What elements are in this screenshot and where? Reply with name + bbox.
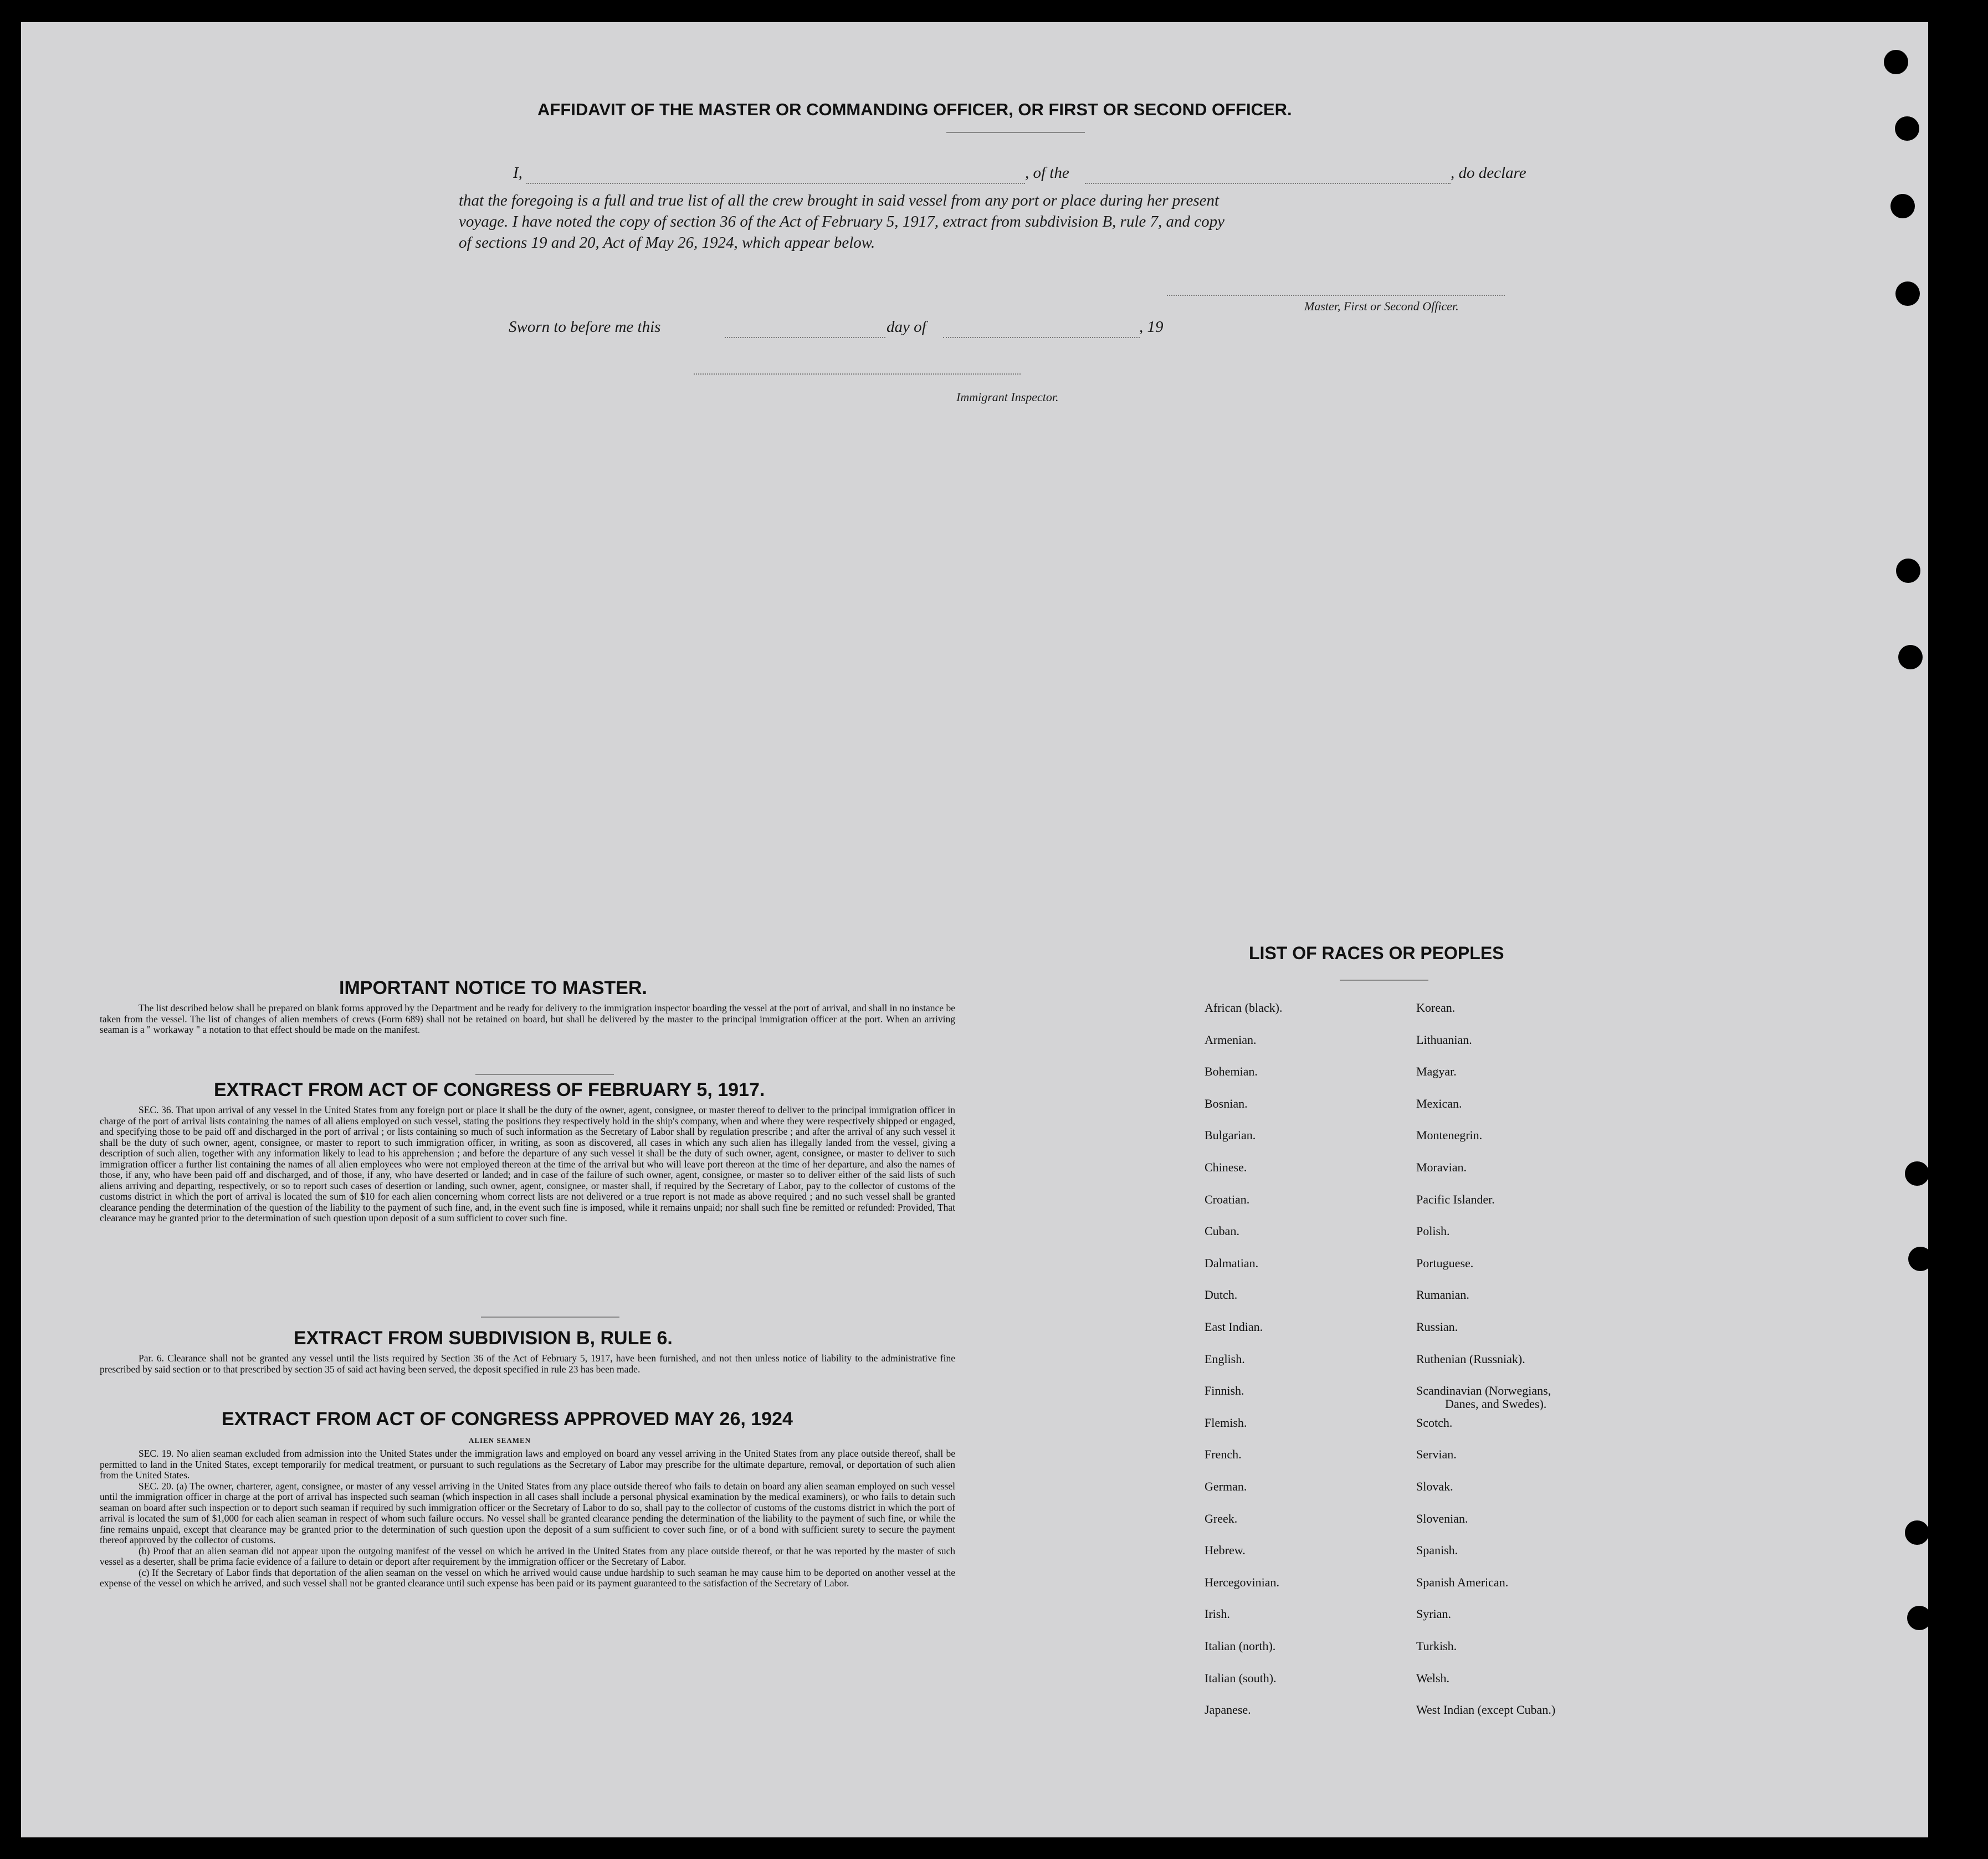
race-item: Cuban. bbox=[1205, 1224, 1239, 1238]
binder-hole bbox=[1908, 1247, 1933, 1271]
race-item: French. bbox=[1205, 1447, 1242, 1462]
race-item: Greek. bbox=[1205, 1511, 1238, 1525]
race-item: Magyar. bbox=[1416, 1064, 1457, 1079]
race-item: English. bbox=[1205, 1351, 1245, 1366]
race-item: Italian (south). bbox=[1205, 1671, 1277, 1685]
race-item: Hebrew. bbox=[1205, 1543, 1246, 1558]
divider bbox=[946, 132, 1085, 133]
race-item: Scandinavian (Norwegians, bbox=[1416, 1384, 1551, 1398]
race-item: Rumanian. bbox=[1416, 1288, 1469, 1302]
inspector-signature-line bbox=[694, 373, 1021, 375]
race-item: Polish. bbox=[1416, 1224, 1450, 1238]
race-item: Korean. bbox=[1416, 1001, 1456, 1015]
race-item: Croatian. bbox=[1205, 1192, 1250, 1206]
sworn-month-blank bbox=[943, 337, 1140, 338]
affidavit-do-declare-label: , do declare bbox=[1451, 164, 1526, 182]
race-item: East Indian. bbox=[1205, 1320, 1263, 1334]
section-36-paragraph: SEC. 36. That upon arrival of any vessel in the United States from any foreign port or place it shall be the duty of the owner, agent, consignee, or master thereof to deliver to the principal immigration officer in charge of the port of arrival lists containing the names of all aliens employed on such vessel, stating the positions they respectively hold in the ship's company, when and where they were respectively shipped or engaged, and specifying those to be paid off and discharged in the port of arrival ; or lists containing so much of such information as the Secretary of Labor shall by regulation prescribe ; and after the arrival of any such vessel it shall be the duty of such owner, agent, consignee, or master to report to such immigration officer, in writing, as soon as discovered, all cases in which any such alien has illegally landed from the vessel, giving a description of such alien, together with any information likely to lead to his apprehension ; and before the departure of any such vessel it shall be the duty of such owner, agent, consignee, or master to deliver to such immigration officer a further list containing the names of all alien employees who were not employed thereon at the time of the arrival but who will leave port thereon at the time of her departure, and also the names of those, if any, who have been paid off and discharged, and of those, if any, who have deserted or landed; and in case of the failure of such owner, agent, consignee, or master so to deliver either of the said lists of such aliens arriving and departing, respectively, or so to report such cases of desertion or landing, such owner, agent, consignee, or master shall, if required by the Secretary of Labor, pay to the collector of customs of the customs district in which the port of arrival is located the sum of $10 for each alien concerning whom correct lists are not delivered or a true report is not made as above required ; and no such vessel shall be granted clearance pending the determination of the question of the liability to the payment of such fine, and, in the event such fine is imposed, while it remains unpaid; nor shall such fine be remitted or refunded: Provided, That clearance may be granted prior to the determination of such question upon deposit of a sum sufficient to cover such fine. bbox=[100, 1104, 955, 1223]
race-item: Hercegovinian. bbox=[1205, 1575, 1279, 1589]
sworn-day-blank bbox=[725, 337, 885, 338]
master-signature-label: Master, First or Second Officer. bbox=[1304, 299, 1459, 313]
divider bbox=[475, 1074, 614, 1075]
section-19-paragraph: SEC. 19. No alien seaman excluded from admission into the United States under the immigration laws and employed on board any vessel arriving in the United States from any place outside thereof, shall be permitted to land in the United States, except temporarily for medical treatment, or pursuant to such regulations as the Secretary of Labor may prescribe for the ultimate departure, removal, or deportation of such alien from the United States. bbox=[100, 1448, 955, 1481]
race-item: Scotch. bbox=[1416, 1415, 1453, 1430]
binder-hole bbox=[1905, 1161, 1929, 1186]
race-item: Turkish. bbox=[1416, 1639, 1457, 1653]
section-20b-paragraph: (b) Proof that an alien seaman did not appear upon the outgoing manifest of the vessel on which he arrived in the United States from any place outside thereof, or that he was reported by the master of such vessel as a deserter, shall be prima facie evidence of a failure to detain or deport after requirement by the immigration officer or the Secretary of Labor. bbox=[100, 1545, 955, 1567]
race-item: Finnish. bbox=[1205, 1384, 1244, 1398]
race-item: Bosnian. bbox=[1205, 1096, 1248, 1110]
race-item: Welsh. bbox=[1416, 1671, 1449, 1685]
extract-1924-text bbox=[100, 1448, 955, 1589]
race-item: Spanish. bbox=[1416, 1543, 1458, 1558]
race-item: Slovenian. bbox=[1416, 1511, 1468, 1525]
day-of-label: day of bbox=[887, 318, 926, 336]
race-item: Servian. bbox=[1416, 1447, 1457, 1462]
race-item: Ruthenian (Russniak). bbox=[1416, 1351, 1525, 1366]
race-item: Lithuanian. bbox=[1416, 1032, 1472, 1047]
extract-1917-title: EXTRACT FROM ACT OF CONGRESS OF FEBRUARY 5, 1917. bbox=[214, 1079, 765, 1100]
race-item: Russian. bbox=[1416, 1320, 1458, 1334]
race-item: Japanese. bbox=[1205, 1703, 1251, 1717]
race-item: Danes, and Swedes). bbox=[1445, 1397, 1547, 1411]
race-item: Irish. bbox=[1205, 1607, 1230, 1621]
binder-hole bbox=[1898, 645, 1923, 669]
notice-title: IMPORTANT NOTICE TO MASTER. bbox=[339, 977, 647, 998]
extract-1924-title: EXTRACT FROM ACT OF CONGRESS APPROVED MAY 26, 1924 bbox=[222, 1409, 793, 1430]
binder-hole bbox=[1905, 1520, 1929, 1545]
divider bbox=[1340, 980, 1428, 981]
races-title: LIST OF RACES OR PEOPLES bbox=[1249, 943, 1504, 963]
race-item: Chinese. bbox=[1205, 1160, 1247, 1174]
race-item: Pacific Islander. bbox=[1416, 1192, 1495, 1206]
vessel-blank-line bbox=[1085, 183, 1451, 184]
race-item: Slovak. bbox=[1416, 1479, 1453, 1493]
race-item: Bohemian. bbox=[1205, 1064, 1258, 1079]
affidavit-i-label: I, bbox=[513, 164, 522, 182]
race-item: Dutch. bbox=[1205, 1288, 1238, 1302]
affidavit-body-line: of sections 19 and 20, Act of May 26, 1924, which appear below. bbox=[459, 234, 875, 252]
affidavit-of-the-label: , of the bbox=[1025, 164, 1069, 182]
binder-hole bbox=[1907, 1606, 1931, 1630]
binder-hole bbox=[1890, 194, 1915, 218]
binder-hole bbox=[1895, 281, 1920, 306]
section-20c-paragraph: (c) If the Secretary of Labor finds that deportation of the alien seaman on the vessel on which he arrived would cause undue hardship to such seaman he may cause him to be deported on another vessel at the expense of the vessel on which he arrived, and such vessel shall not be granted clearance until such expense has been paid or its payment guaranteed to the satisfaction of the Secretary of Labor. bbox=[100, 1566, 955, 1589]
year-label: , 19 bbox=[1139, 318, 1164, 336]
race-item: Flemish. bbox=[1205, 1415, 1247, 1430]
sworn-label: Sworn to before me this bbox=[509, 318, 661, 336]
race-item: Dalmatian. bbox=[1205, 1256, 1259, 1270]
rule-6-title: EXTRACT FROM SUBDIVISION B, RULE 6. bbox=[294, 1328, 673, 1349]
divider bbox=[481, 1317, 619, 1318]
notice-text bbox=[100, 1003, 955, 1036]
race-item: German. bbox=[1205, 1479, 1247, 1493]
race-item: Spanish American. bbox=[1416, 1575, 1509, 1589]
race-item: Italian (north). bbox=[1205, 1639, 1276, 1653]
binder-hole bbox=[1895, 116, 1919, 141]
extract-1917-text bbox=[100, 1105, 955, 1224]
race-item: Bulgarian. bbox=[1205, 1128, 1256, 1143]
race-item: African (black). bbox=[1205, 1001, 1283, 1015]
rule-6-paragraph: Par. 6. Clearance shall not be granted any vessel until the lists required by Section 36 of the Act of February 5, 1917, have been furnished, and not then unless notice of liability to the administrative fine prescribed by said section or to that prescribed by section 35 of said act having been served, the deposit specified in rule 23 has been made. bbox=[100, 1353, 955, 1375]
race-item: Mexican. bbox=[1416, 1096, 1462, 1110]
affidavit-title: AFFIDAVIT OF THE MASTER OR COMMANDING OFFICER, OR FIRST OR SECOND OFFICER. bbox=[537, 100, 1292, 119]
affidavit-body-line: that the foregoing is a full and true list of all the crew brought in said vessel from any port or place during her present bbox=[459, 192, 1220, 209]
extract-1924-subtitle: ALIEN SEAMEN bbox=[469, 1436, 531, 1445]
master-signature-line bbox=[1167, 295, 1505, 296]
race-item: Montenegrin. bbox=[1416, 1128, 1483, 1143]
document-page bbox=[21, 22, 1928, 1837]
name-blank-line bbox=[526, 183, 1025, 184]
rule-6-text bbox=[100, 1353, 955, 1375]
affidavit-body-line: voyage. I have noted the copy of section 36 of the Act of February 5, 1917, extract from subdivision B, rule 7, and copy bbox=[459, 213, 1225, 231]
inspector-label: Immigrant Inspector. bbox=[956, 390, 1059, 404]
race-item: Syrian. bbox=[1416, 1607, 1451, 1621]
section-20a-paragraph: SEC. 20. (a) The owner, charterer, agent, consignee, or master of any vessel arriving in the United States from any place outside thereof who fails to detain on board any alien seaman employed on such vessel until the immigration officer in charge at the port of arrival has inspected such seaman (which inspection in all cases shall include a personal physical examination by the medical examiners), or who fails to detain such seaman on board after such inspection or to deport such seaman if required by such immigration officer or the Secretary of Labor to do so, shall pay to the collector of customs of the customs district in which the port of arrival is located the sum of $1,000 for each alien seaman in respect of whom such failure occurs. No vessel shall be granted clearance pending the determination of the liability to the payment of such fine, or while the fine remains unpaid, except that clearance may be granted prior to the determination of such question upon the deposit of a sum sufficient to cover such fine, or of a bond with sufficient surety to secure the payment thereof approved by the collector of customs. bbox=[100, 1480, 955, 1545]
binder-hole bbox=[1884, 50, 1908, 74]
race-item: Armenian. bbox=[1205, 1032, 1257, 1047]
binder-hole bbox=[1896, 559, 1920, 583]
race-item: Moravian. bbox=[1416, 1160, 1467, 1174]
notice-paragraph: The list described below shall be prepared on blank forms approved by the Department and be ready for delivery to the immigration inspector boarding the vessel at the port of arrival, and shall in no instance be taken from the vessel. The list of changes of alien members of crews (Form 689) shall not be retained on board, but shall be delivered by the master to the principal immigration officer at the port. When an arriving seaman is a " workaway " a notation to that effect should be made on the manifest. bbox=[100, 1002, 955, 1035]
race-item: West Indian (except Cuban.) bbox=[1416, 1703, 1556, 1717]
race-item: Portuguese. bbox=[1416, 1256, 1474, 1270]
